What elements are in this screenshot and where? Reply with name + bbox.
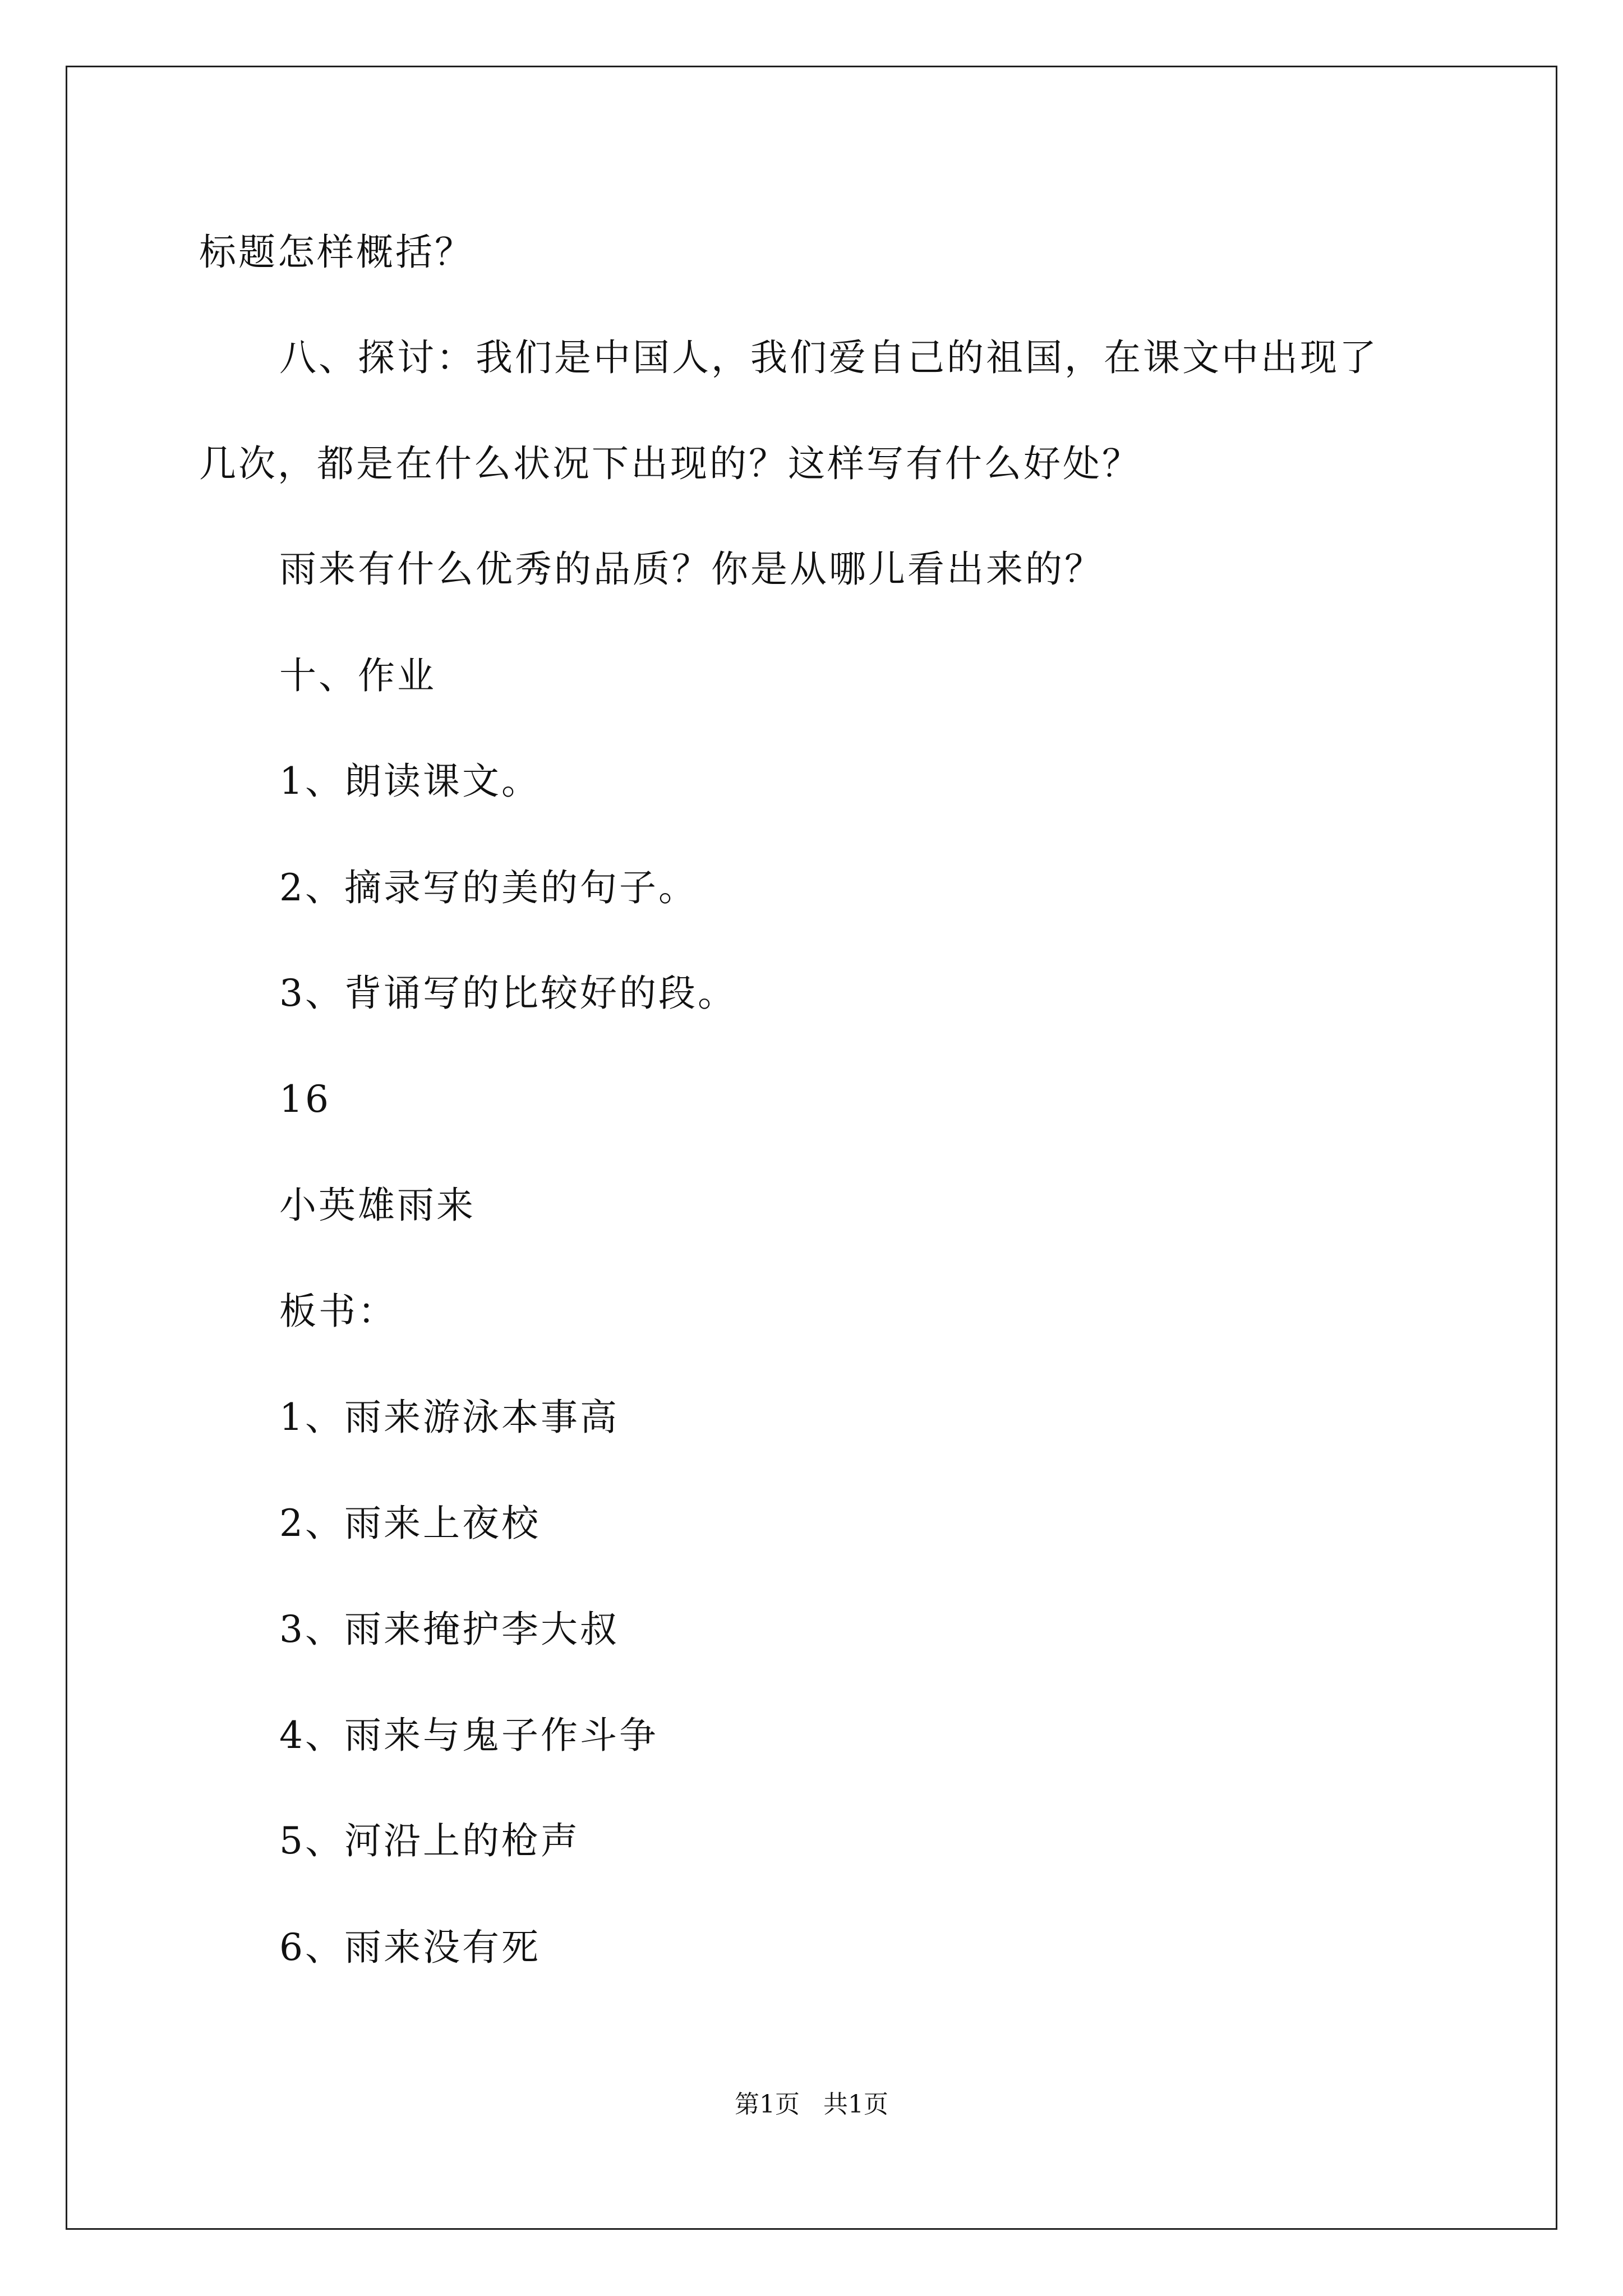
text-line: 几次，都是在什么状况下出现的？这样写有什么好处？ <box>199 442 1141 485</box>
text-line: 3、背诵写的比较好的段。 <box>279 972 737 1015</box>
text-line: 八、探讨：我们是中国人，我们爱自己的祖国，在课文中出现了 <box>279 336 1378 379</box>
text-line: 3、雨来掩护李大叔 <box>279 1608 619 1651</box>
text-line: 1、朗读课文。 <box>279 760 541 803</box>
text-line: 5、河沿上的枪声 <box>279 1819 580 1862</box>
text-line: 2、雨来上夜校 <box>279 1502 541 1545</box>
text-line: 4、雨来与鬼子作斗争 <box>279 1714 658 1757</box>
text-line: 标题怎样概括？ <box>199 231 474 274</box>
text-line: 板书： <box>279 1290 397 1333</box>
page-border <box>66 66 1557 2230</box>
text-line: 6、雨来没有死 <box>279 1926 541 1969</box>
text-line: 1、雨来游泳本事高 <box>279 1396 619 1439</box>
page-footer: 第1页 共1页 <box>735 2090 888 2119</box>
text-line: 小英雄雨来 <box>279 1184 476 1227</box>
text-line: 16 <box>279 1078 331 1121</box>
text-line: 2、摘录写的美的句子。 <box>279 866 698 909</box>
text-line: 雨来有什么优秀的品质？你是从哪儿看出来的？ <box>279 547 1104 591</box>
text-line: 十、作业 <box>279 654 436 697</box>
